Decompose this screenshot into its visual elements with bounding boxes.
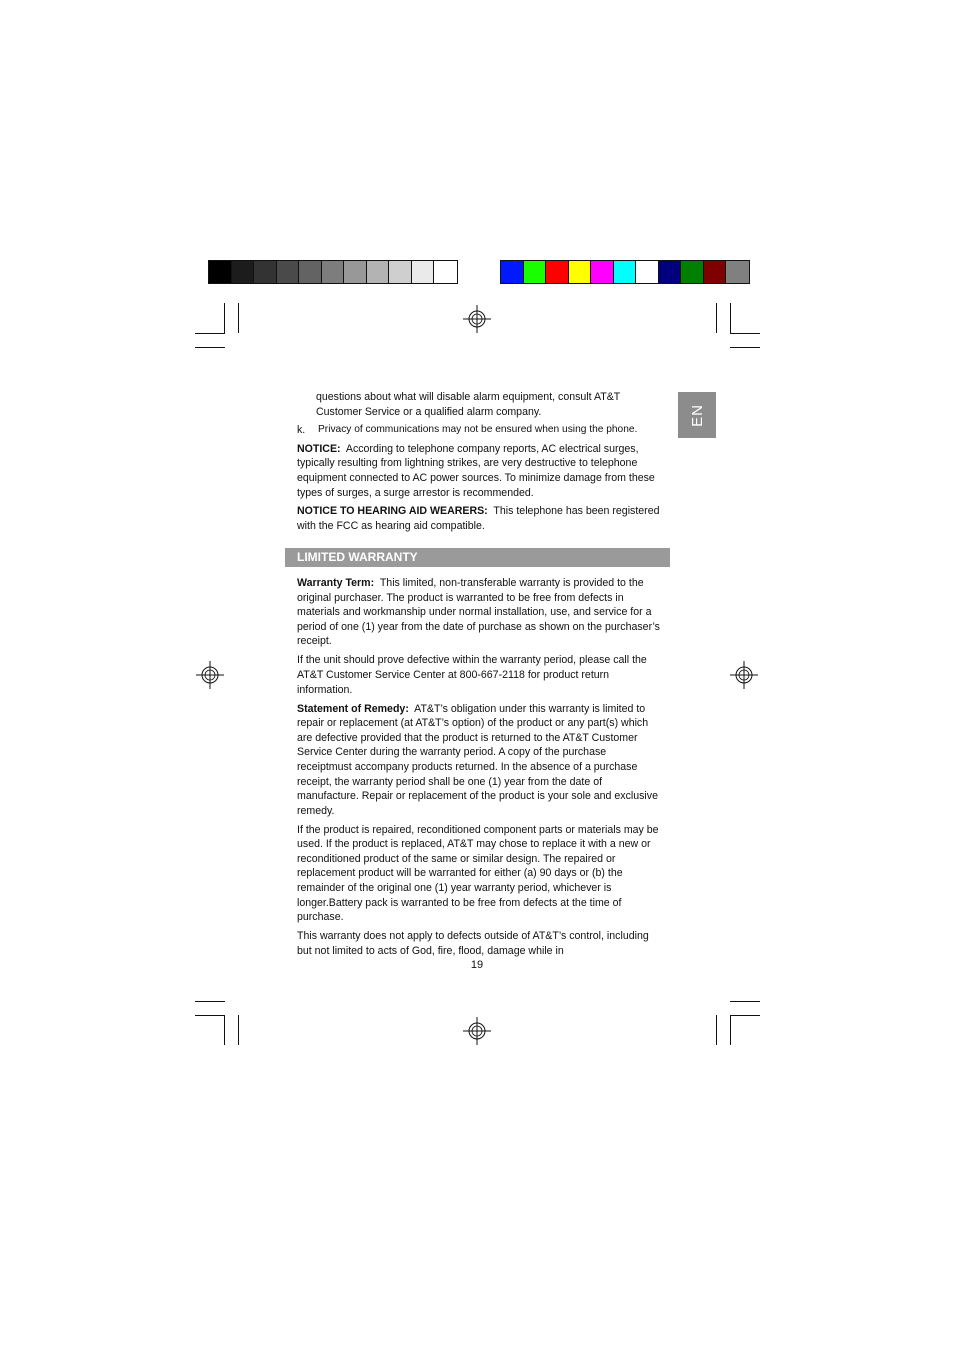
warranty-section [297, 576, 663, 963]
warranty-term-text: This limited, non-transferable warranty is provided to the original purchaser. The product is warranted to be free from defects in materials and workmanship under normal installation, use, and service for a period of one (1) year from the date of purchase as shown on the purchaser’s receipt. [297, 577, 660, 648]
registration-mark-top-icon [463, 305, 491, 333]
remedy-text: AT&T’s obligation under this warranty is limited to repair or replacement (at AT&T’s option) of the product or any part(s) which are defective provided that the product is returned to the AT&T Customer Service Center during the warranty period. A copy of the purchase receiptmust accompany products returned. In the absence of a purchase receipt, the warranty period shall be one (1) year from the date of manufacture. Repair or replacement of the product is your sole and exclusive remedy. [297, 702, 658, 817]
color-swatch-9 [704, 261, 727, 283]
warranty-term-label: Warranty Term: [297, 577, 375, 589]
gray-swatch-2 [254, 261, 277, 283]
registration-mark-right-icon [730, 661, 758, 689]
continued-paragraph: questions about what will disable alarm equipment, consult AT&T Customer Service or a qualified alarm company. [316, 391, 621, 418]
gray-swatch-7 [367, 261, 390, 283]
crop-mark-top-left-v2 [238, 303, 239, 333]
notice-paragraph [297, 442, 663, 500]
exclusion-paragraph: This warranty does not apply to defects outside of AT&T’s control, including but not limited to acts of God, fire, flood, damage while in [297, 930, 649, 957]
color-swatch-8 [681, 261, 704, 283]
color-swatch-6 [636, 261, 659, 283]
defective-paragraph: If the unit should prove defective within the warranty period, please call the AT&T Customer Service Center at 800-667-2118 for product return information. [297, 654, 647, 696]
gray-swatch-0 [209, 261, 232, 283]
grayscale-color-bar [208, 260, 458, 284]
crop-mark-top-right-v [730, 303, 731, 333]
color-swatch-10 [726, 261, 749, 283]
page-number: 19 [470, 959, 484, 971]
crop-mark-bottom-right-v [730, 1015, 731, 1045]
gray-swatch-3 [277, 261, 300, 283]
crop-mark-top-left-v [224, 303, 225, 333]
item-k [297, 423, 663, 438]
remedy-label: Statement of Remedy: [297, 702, 409, 715]
crop-mark-top-left-h2 [195, 347, 225, 348]
process-color-bar [500, 260, 750, 284]
crop-mark-top-right-v2 [716, 303, 717, 333]
section-header-limited-warranty: LIMITED WARRANTY [285, 548, 670, 567]
crop-mark-bottom-right-h2 [730, 1015, 760, 1016]
gray-swatch-5 [322, 261, 345, 283]
color-swatch-2 [546, 261, 569, 283]
crop-mark-bottom-left-v [224, 1015, 225, 1045]
hearing-aid-text: This telephone has been registered with the FCC as hearing aid compatible. [297, 505, 660, 532]
color-swatch-0 [501, 261, 524, 283]
registration-mark-bottom-icon [463, 1017, 491, 1045]
remedy-paragraph [297, 702, 663, 819]
gray-swatch-1 [232, 261, 255, 283]
registration-mark-left-icon [196, 661, 224, 689]
language-tab-label: EN [688, 403, 706, 427]
gray-swatch-4 [299, 261, 322, 283]
crop-mark-top-right-h2 [730, 347, 760, 348]
notice-label: NOTICE: [297, 442, 341, 455]
color-swatch-4 [591, 261, 614, 283]
gray-swatch-9 [412, 261, 435, 283]
warranty-term-paragraph [297, 576, 663, 649]
color-swatch-3 [569, 261, 592, 283]
crop-mark-bottom-left-h2 [195, 1015, 225, 1016]
color-swatch-5 [614, 261, 637, 283]
crop-mark-top-left-h [195, 333, 225, 334]
item-k-text: Privacy of communications may not be ensured when using the phone. [318, 424, 638, 436]
gray-swatch-6 [344, 261, 367, 283]
crop-mark-bottom-left-h [195, 1001, 225, 1002]
hearing-aid-label: NOTICE TO HEARING AID WEARERS: [297, 505, 488, 518]
intro-section [297, 390, 663, 537]
item-k-label: k. [297, 424, 306, 437]
repaired-paragraph: If the product is repaired, reconditioned component parts or materials may be used. If the product is replaced, AT&T may chose to replace it with a new or reconditioned product of the same or similar design. The repaired or replacement product will be warranted for either (a) 90 days or (b) the remainder of the original one (1) year warranty period, whichever is longer.Battery pack is warranted to be free from defects at the time of purchase. [297, 823, 659, 924]
color-swatch-1 [524, 261, 547, 283]
crop-mark-top-right-h [730, 333, 760, 334]
color-swatch-7 [659, 261, 682, 283]
notice-text: According to telephone company reports, AC electrical surges, typically resulting from lightning strikes, are very destructive to telephone equipment connected to AC power sources. To minimize damage from these types of surges, a surge arrestor is recommended. [297, 442, 655, 499]
crop-mark-bottom-right-h [730, 1001, 760, 1002]
crop-mark-bottom-left-v2 [238, 1015, 239, 1045]
language-tab [678, 392, 716, 438]
gray-swatch-10 [434, 261, 457, 283]
crop-mark-bottom-right-v2 [716, 1015, 717, 1045]
gray-swatch-8 [389, 261, 412, 283]
hearing-aid-paragraph [297, 504, 663, 533]
